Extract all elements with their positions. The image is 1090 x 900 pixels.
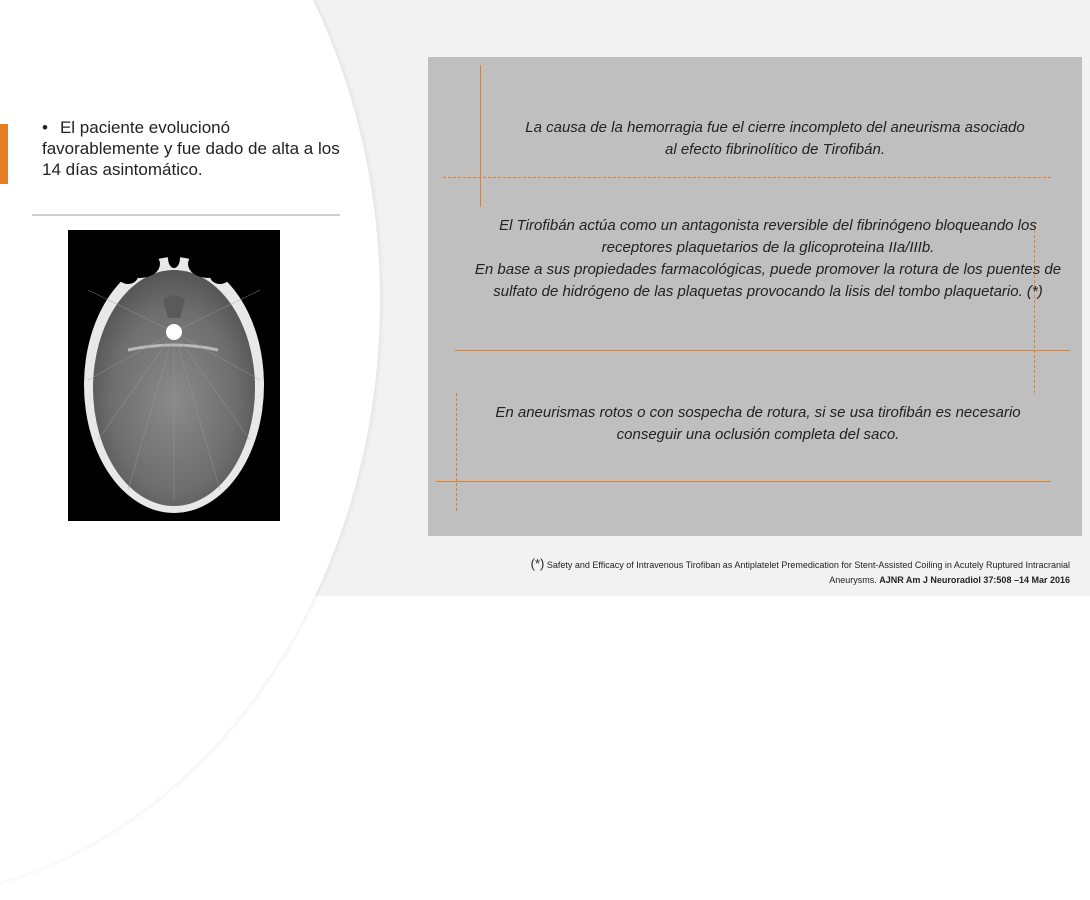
orange-horizontal-line [455, 350, 1070, 351]
bullet-marker: • [42, 118, 48, 137]
orange-dashed-line [443, 177, 1051, 178]
orange-vertical-line [480, 65, 481, 207]
text-panel [428, 57, 1082, 536]
orange-accent-bar [0, 124, 8, 184]
reference-text: Safety and Efficacy of Intravenous Tirofiban as Antiplatelet Premedication for Stent-Assisted Coiling in Acutely Ruptured Intracranial Aneurysms. [546, 560, 1070, 585]
bullet-text: El paciente evolucionó favorablemente y fue dado de alta a los 14 días asintomático. [42, 118, 340, 179]
reference-marker: (*) [530, 556, 545, 571]
paragraph-tirofiban-mechanism-a: El Tirofibán actúa como un antagonista reversible del fibrinógeno bloqueando los receptores plaquetarios de la glicoproteina IIa/IIIb. [499, 217, 1037, 256]
paragraph-ruptured-aneurysms: En aneurismas rotos o con sospecha de rotura, si se usa tirofibán es necesario conseguir una oclusión completa del saco. [495, 404, 1021, 443]
paragraph-tirofiban-mechanism-b: En base a sus propiedades farmacológicas, puede promover la rotura de los puentes de sulfato de hidrógeno de las plaquetas provocando la lisis del tombo plaquetario. (*) [474, 261, 1062, 300]
bullet-point [42, 117, 342, 180]
divider-line [32, 214, 340, 216]
reference-journal: AJNR Am J Neuroradiol 37:508 –14 Mar 2016 [879, 575, 1070, 585]
orange-horizontal-line [436, 481, 1051, 482]
paragraph-tirofiban-mechanism [468, 215, 1068, 303]
paragraph-hemorrhage-cause: La causa de la hemorragia fue el cierre incompleto del aneurisma asociado al efecto fibrinolítico de Tirofibán. [525, 119, 1025, 158]
reference-citation [510, 556, 1070, 588]
orange-dashed-vertical-line [456, 393, 457, 511]
ct-scan-graphic [68, 230, 280, 521]
ct-scan-image [68, 230, 280, 521]
